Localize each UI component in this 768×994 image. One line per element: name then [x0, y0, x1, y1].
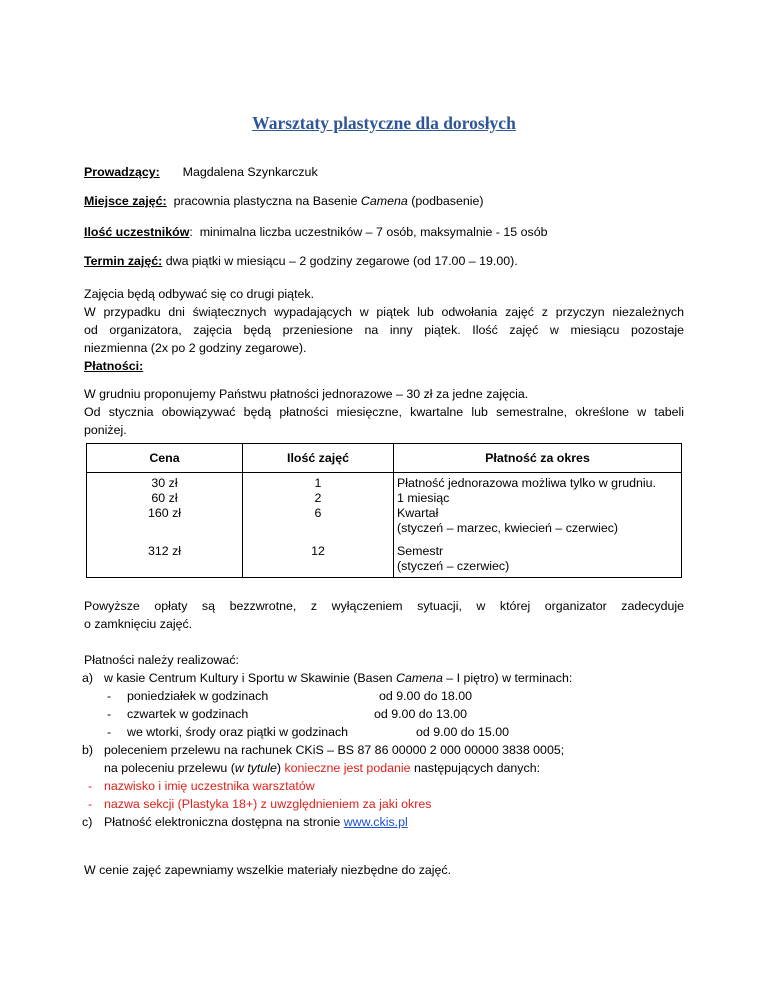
transfer-note: [104, 760, 540, 776]
cell-periods: [394, 544, 682, 578]
price: 60 zł: [151, 491, 178, 505]
list-dash: -: [107, 689, 112, 703]
paragraph-payments: [84, 385, 684, 439]
header-price: Cena: [87, 444, 243, 473]
schedule-line: [84, 253, 518, 269]
header-period: Płatność za okres: [394, 444, 682, 473]
paragraph-schedule-details: [84, 285, 684, 375]
paragraph-line: poniżej.: [84, 423, 127, 437]
hours-time: od 9.00 do 18.00: [379, 689, 473, 703]
payment-methods-intro: Płatności należy realizować:: [84, 653, 239, 667]
table-row: [87, 544, 682, 578]
paragraph-line: niezmienna (2x po 2 godziny zegarowe).: [84, 341, 307, 355]
participants-line: Ilość uczestników: minimalna liczba uczestników – 7 osób, maksymalnie - 15 osób: [84, 225, 548, 239]
cell-periods: [394, 473, 682, 545]
location-label: Miejsce zajęć: [84, 194, 163, 208]
list-dash: -: [107, 725, 112, 739]
table-header-row: [87, 444, 682, 473]
location-line: Miejsce zajęć: pracownia plastyczna na Basenie Camena (podbasenie): [84, 194, 484, 208]
paragraph-line: o zamknięciu zajęć.: [84, 617, 193, 631]
price: 160 zł: [147, 506, 182, 520]
cell-count: 12: [243, 544, 394, 578]
period: (styczeń – marzec, kwiecień – czerwiec): [397, 521, 619, 535]
hours-time: od 9.00 do 15.00: [416, 725, 510, 739]
price: 30 zł: [151, 476, 178, 490]
location-value-italic: Camena: [360, 194, 408, 208]
transfer-note-italic: w tytule: [234, 761, 277, 775]
list-marker: a): [82, 671, 94, 685]
cell-prices: [87, 473, 243, 545]
count: 2: [314, 491, 322, 505]
period: Semestr: [397, 544, 444, 558]
cashier-italic: Camena: [396, 671, 443, 685]
payment-option-cashier: [104, 670, 572, 686]
paragraph-line: W przypadku dni świątecznych wypadających w piątek lub odwołania zajęć z przyczyn niezależnych: [84, 305, 684, 319]
period: 1 miesiąc: [397, 491, 450, 505]
schedule-label: Termin zajęć:: [84, 254, 163, 268]
transfer-note-red: konieczne jest podanie: [284, 761, 411, 775]
document-title: Warsztaty plastyczne dla dorosłych: [252, 113, 516, 133]
schedule-value: dwa piątki w miesiącu – 2 godziny zegarowe (od 17.00 – 19.00).: [165, 254, 518, 268]
list-dash: -: [107, 707, 112, 721]
ckis-link[interactable]: www.ckis.pl: [343, 815, 408, 829]
location-value-before: pracownia plastyczna na Basenie: [173, 194, 361, 208]
payment-option-online: [104, 814, 408, 830]
required-field: nazwa sekcji (Plastyka 18+) z uwzględnieniem za jaki okres: [104, 797, 432, 811]
paragraph-line: Od stycznia obowiązywać będą płatności miesięczne, kwartalne lub semestralne, określone w tabeli: [84, 405, 684, 419]
materials-note: W cenie zajęć zapewniamy wszelkie materiały niezbędne do zajęć.: [84, 863, 452, 877]
list-dash: -: [88, 797, 93, 811]
period: (styczeń – czerwiec): [397, 559, 510, 573]
table-row: [87, 473, 682, 545]
hours-time: od 9.00 do 13.00: [374, 707, 468, 721]
cell-counts: [243, 473, 394, 545]
count: 6: [314, 506, 322, 520]
list-marker: b): [82, 743, 94, 757]
count: 1: [314, 476, 322, 490]
period: Płatność jednorazowa możliwa tylko w grudniu.: [397, 476, 656, 490]
hours-days: we wtorki, środy oraz piątki w godzinach: [127, 725, 349, 739]
participants-label: Ilość uczestników: [84, 225, 190, 239]
required-field: nazwisko i imię uczestnika warsztatów: [104, 779, 315, 793]
period: Kwartał: [397, 506, 439, 520]
location-value-after: (podbasenie): [407, 194, 484, 208]
paragraph-refund: [84, 597, 684, 633]
cashier-text: w kasie Centrum Kultury i Sportu w Skawinie (Basen: [104, 671, 396, 685]
paragraph-line: Powyższe opłaty są bezzwrotne, z wyłączeniem sytuacji, w której organizator zadecyduje: [84, 599, 684, 613]
header-count: Ilość zajęć: [243, 444, 394, 473]
instructor-label: Prowadzący:: [84, 165, 160, 179]
list-dash: -: [88, 779, 93, 793]
payments-heading: Płatności:: [84, 359, 144, 373]
paragraph-line: W grudniu proponujemy Państwu płatności jednorazowe – 30 zł za jedne zajęcia.: [84, 387, 529, 401]
paragraph-line: Zajęcia będą odbywać się co drugi piątek.: [84, 287, 315, 301]
payment-table: [86, 443, 682, 578]
hours-days: czwartek w godzinach: [127, 707, 249, 721]
instructor-line: [84, 164, 318, 180]
list-marker: c): [82, 815, 93, 829]
cashier-text-after: – I piętro) w terminach:: [442, 671, 573, 685]
online-text: Płatność elektroniczna dostępna na stronie: [104, 815, 344, 829]
transfer-note-text: ): [276, 761, 285, 775]
cell-price: 312 zł: [87, 544, 243, 578]
hours-days: poniedziałek w godzinach: [127, 689, 269, 703]
transfer-note-text-after: następujących danych:: [410, 761, 541, 775]
transfer-note-text: na poleceniu przelewu (: [104, 761, 235, 775]
paragraph-line: od organizatora, zajęcia będą przeniesione na inny piątek. Ilość zajęć w miesiącu pozostaje: [84, 323, 684, 337]
instructor-value: Magdalena Szynkarczuk: [182, 165, 318, 179]
participants-value: minimalna liczba uczestników – 7 osób, maksymalnie - 15 osób: [199, 225, 548, 239]
payment-option-transfer: poleceniem przelewu na rachunek CKiS – BS 87 86 00000 2 000 00000 3838 0005;: [104, 743, 565, 757]
